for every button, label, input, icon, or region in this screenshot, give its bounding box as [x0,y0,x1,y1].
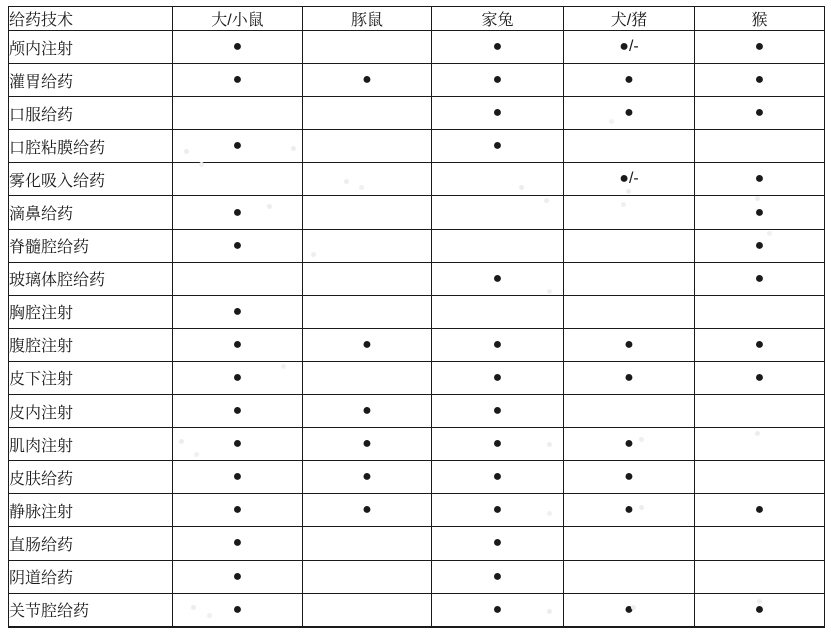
col-header-guinea-pig: 豚鼠 [303,7,432,31]
noise-speckles [0,0,3,3]
availability-cell: ● [695,163,825,196]
availability-cell: ● [695,97,825,130]
col-header-dog-pig: 犬/猪 [564,7,695,31]
availability-cell: ● [695,64,825,97]
col-header-rabbit: 家兔 [432,7,564,31]
availability-cell: ● [695,262,825,295]
availability-cell-empty [303,295,432,328]
availability-cell: ● [695,31,825,64]
availability-cell: ● [432,527,564,560]
availability-cell: ● [173,361,303,394]
availability-cell-empty [695,295,825,328]
technique-label: 口服给药 [9,97,173,130]
availability-cell-empty [432,163,564,196]
table-body [9,31,825,628]
availability-cell: ● [173,461,303,494]
availability-cell: ● [303,461,432,494]
table-row [9,163,825,196]
availability-cell: ● [303,395,432,428]
table-row [9,461,825,494]
table-row [9,593,825,627]
technique-label: 关节腔给药 [9,593,173,627]
table-row [9,395,825,428]
availability-cell-empty [173,262,303,295]
availability-cell-empty [303,196,432,229]
availability-cell: ● [173,395,303,428]
availability-cell: ● [564,64,695,97]
availability-cell-empty [303,361,432,394]
availability-cell: ● [695,229,825,262]
technique-label: 皮下注射 [9,361,173,394]
availability-cell: ● [303,328,432,361]
availability-cell: ●/- [564,31,695,64]
technique-label: 脊髓腔给药 [9,229,173,262]
availability-cell: ● [564,593,695,627]
availability-cell-empty [303,97,432,130]
availability-cell: ● [432,560,564,593]
availability-cell: ● [173,328,303,361]
availability-cell: ● [432,494,564,527]
table-row [9,31,825,64]
availability-cell: ● [173,494,303,527]
table-row [9,428,825,461]
availability-cell-empty [303,31,432,64]
availability-cell: ● [303,428,432,461]
availability-cell-empty [564,262,695,295]
availability-cell: ● [564,328,695,361]
availability-cell: ● [432,461,564,494]
availability-cell: ● [695,196,825,229]
availability-cell: ● [695,494,825,527]
technique-label: 皮肤给药 [9,461,173,494]
availability-cell: ● [173,593,303,627]
availability-cell: ● [173,295,303,328]
availability-cell-empty [695,527,825,560]
availability-cell-empty [695,560,825,593]
availability-cell: ● [303,494,432,527]
availability-cell-empty [695,428,825,461]
availability-cell: ● [564,97,695,130]
availability-cell: ● [695,361,825,394]
technique-label: 皮内注射 [9,395,173,428]
availability-cell: ● [432,130,564,163]
table-row [9,97,825,130]
table-row [9,229,825,262]
availability-cell: ● [432,262,564,295]
availability-cell-empty [432,295,564,328]
availability-cell-empty [564,395,695,428]
availability-cell: ● [432,395,564,428]
technique-label: 滴鼻给药 [9,196,173,229]
col-header-technique: 给药技术 [9,7,173,31]
availability-cell: ● [695,328,825,361]
availability-cell: ● [173,130,303,163]
availability-cell-empty [695,130,825,163]
availability-cell-empty [564,295,695,328]
technique-label: 腹腔注射 [9,328,173,361]
technique-label: 胸腔注射 [9,295,173,328]
technique-label: 颅内注射 [9,31,173,64]
availability-cell-empty [303,229,432,262]
table-row [9,328,825,361]
availability-cell: ● [564,461,695,494]
availability-cell: ● [303,64,432,97]
availability-cell-empty [303,163,432,196]
header-row [9,7,825,31]
table-row [9,64,825,97]
technique-label: 直肠给药 [9,527,173,560]
availability-cell: ● [432,428,564,461]
availability-cell: ● [432,593,564,627]
col-header-monkey: 猴 [695,7,825,31]
availability-cell: ● [432,361,564,394]
table-row [9,196,825,229]
availability-cell-empty [564,527,695,560]
availability-cell: ● [173,196,303,229]
availability-cell: ● [173,64,303,97]
availability-cell: ● [173,229,303,262]
technique-label: 玻璃体腔给药 [9,262,173,295]
availability-cell: ● [432,64,564,97]
availability-cell-empty [564,130,695,163]
availability-cell: ● [564,361,695,394]
table-row [9,494,825,527]
availability-cell: ● [173,428,303,461]
availability-cell-empty [303,527,432,560]
availability-cell-empty [432,229,564,262]
availability-cell: ●/- [564,163,695,196]
availability-cell: ● [695,593,825,627]
technique-label: 肌肉注射 [9,428,173,461]
availability-cell-empty [432,196,564,229]
technique-label: 静脉注射 [9,494,173,527]
availability-cell: ● [564,494,695,527]
availability-cell: ● [564,428,695,461]
technique-label: 灌胃给药 [9,64,173,97]
availability-cell-empty [695,395,825,428]
availability-cell: ● [173,560,303,593]
availability-cell: ● [432,97,564,130]
availability-cell-empty [303,130,432,163]
administration-techniques-table [8,6,825,628]
table-row [9,130,825,163]
availability-cell: ● [173,527,303,560]
table-row [9,295,825,328]
availability-cell: ● [432,328,564,361]
availability-cell-empty [303,262,432,295]
table-row [9,560,825,593]
table-row [9,262,825,295]
table-row [9,527,825,560]
availability-cell-empty [303,560,432,593]
technique-label: 口腔粘膜给药 [9,130,173,163]
technique-label: 雾化吸入给药 [9,163,173,196]
technique-label: 阴道给药 [9,560,173,593]
availability-cell-empty [564,229,695,262]
availability-cell-empty [173,97,303,130]
availability-cell-empty [173,163,303,196]
availability-cell-empty [564,560,695,593]
availability-cell-empty [303,593,432,627]
availability-cell-empty [564,196,695,229]
availability-cell: ● [173,31,303,64]
col-header-rat-mouse: 大/小鼠 [173,7,303,31]
availability-cell-empty [695,461,825,494]
availability-cell: ● [432,31,564,64]
table-row [9,361,825,394]
